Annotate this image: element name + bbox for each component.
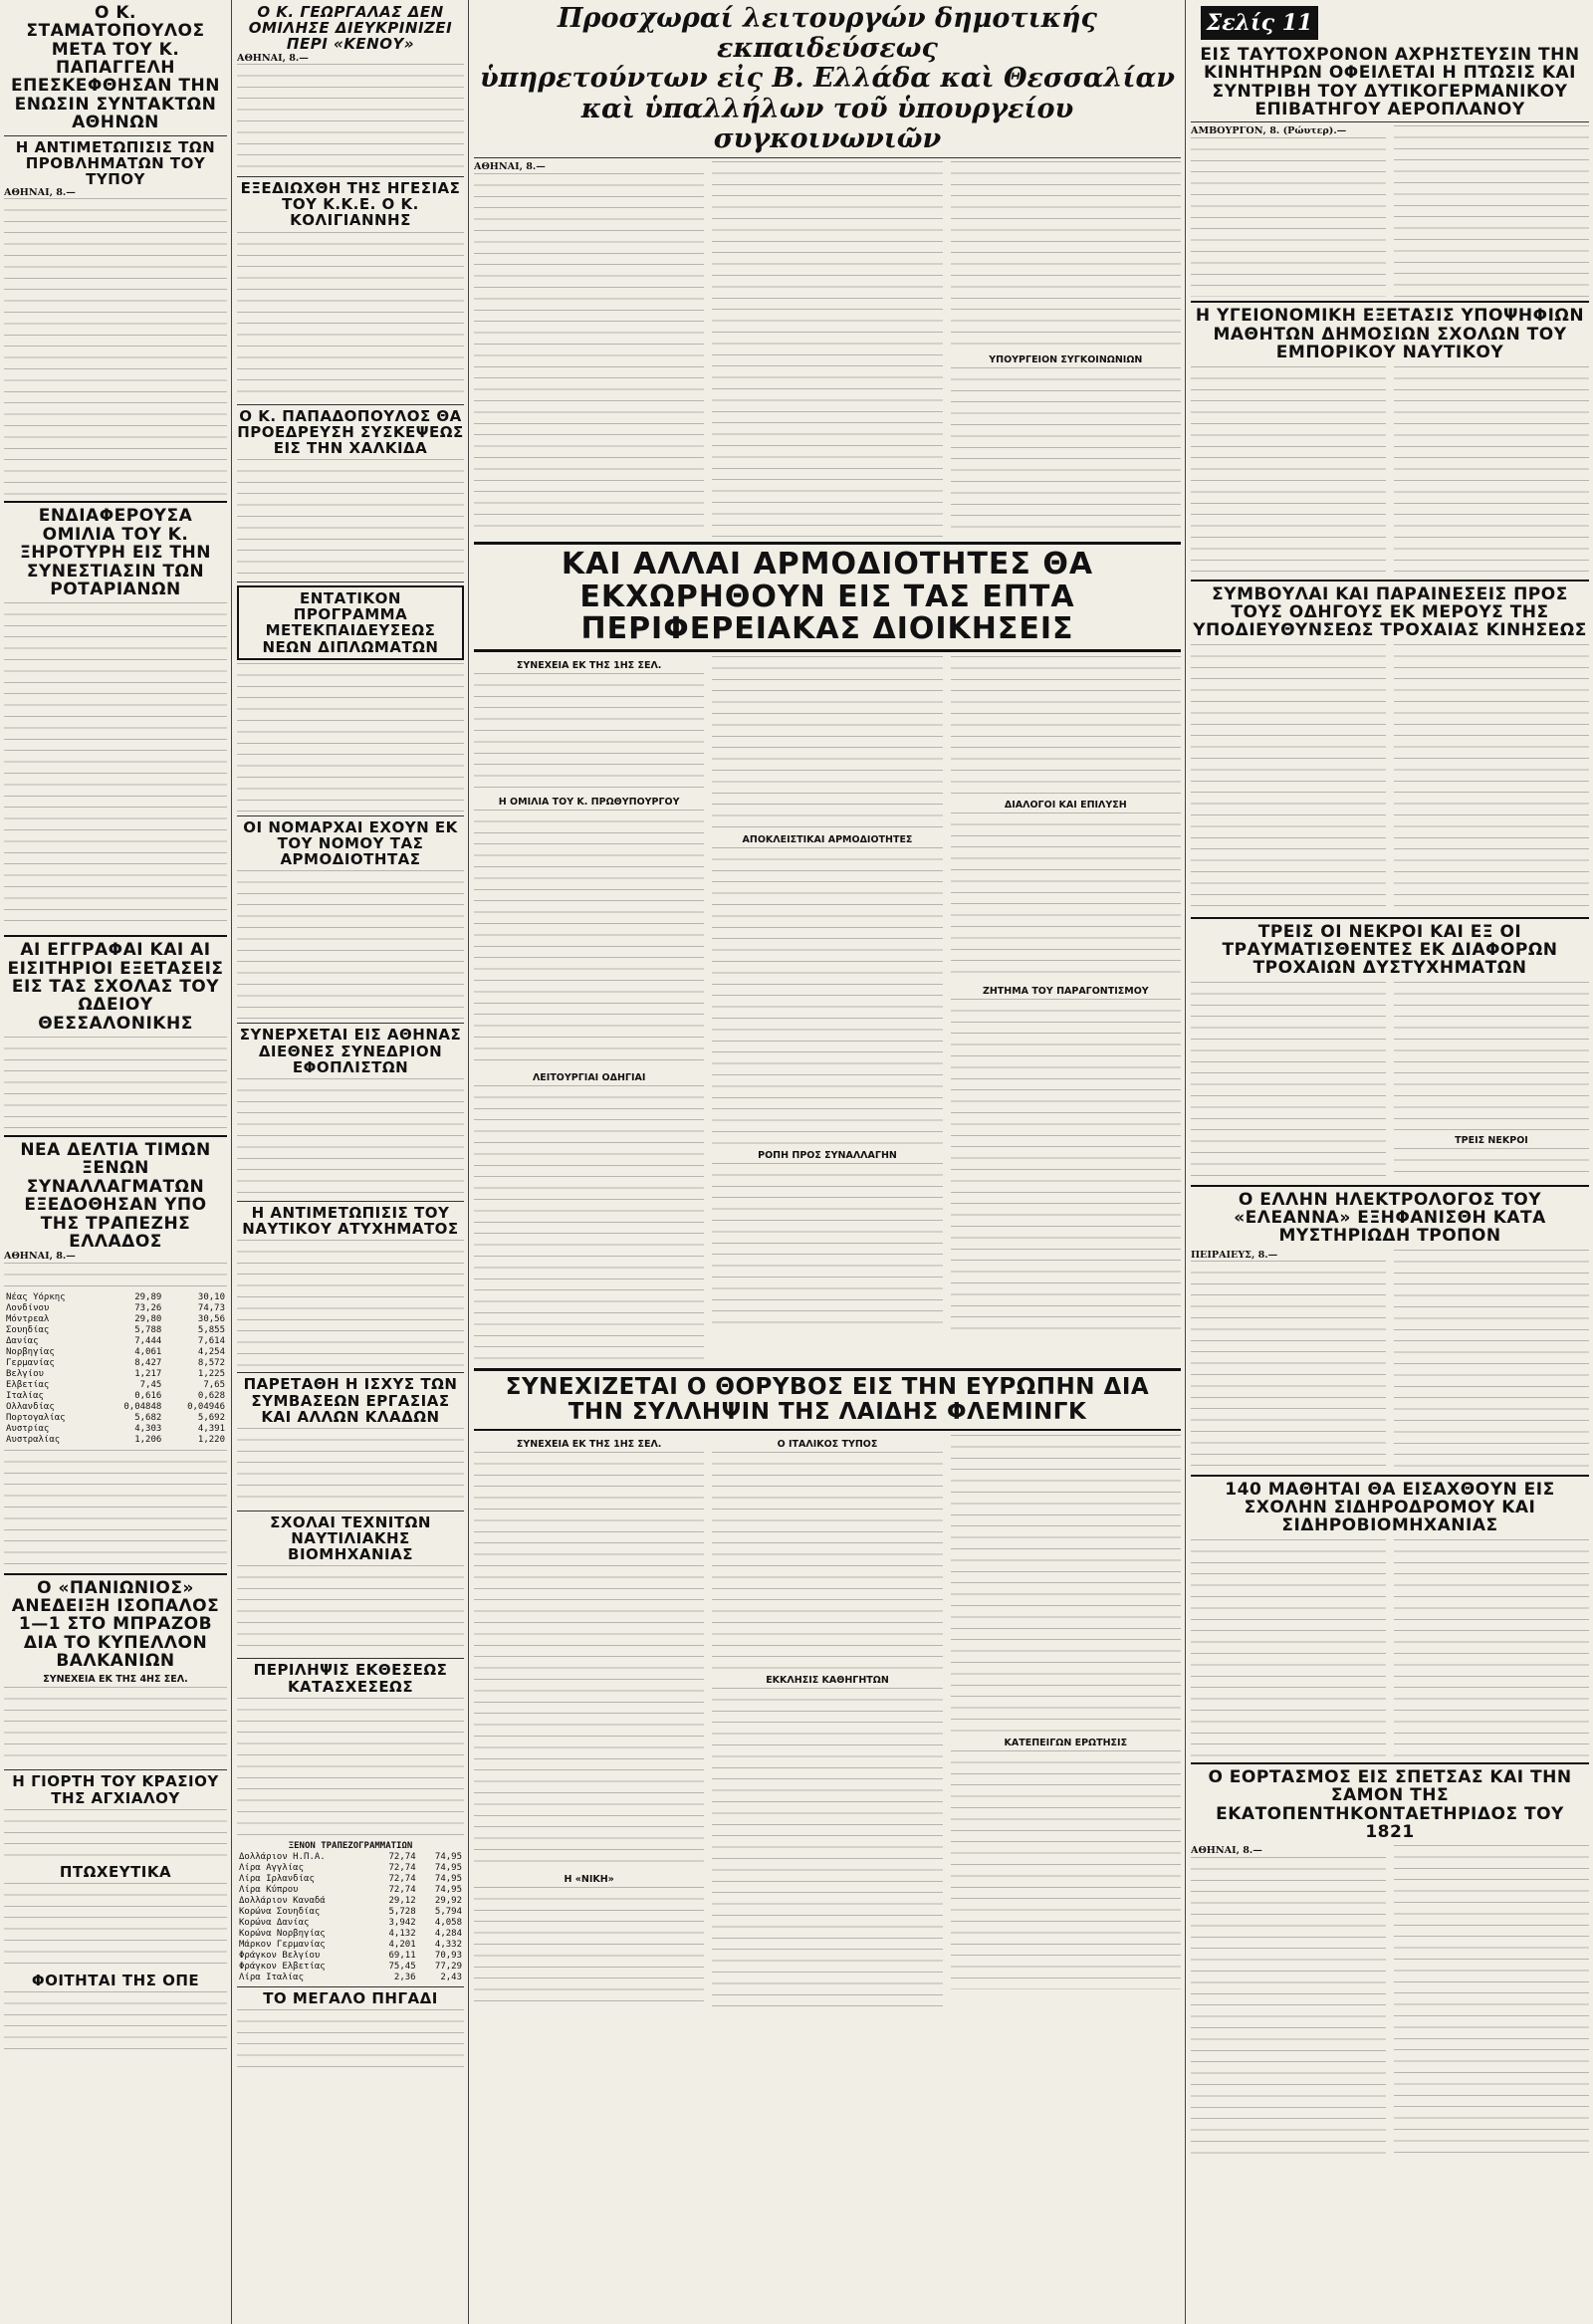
buy-rate: 5,728 [388, 1906, 416, 1917]
sell-rate: 29,92 [434, 1895, 462, 1906]
buy-rate: 72,74 [388, 1873, 416, 1884]
currency-name: Φράγκον Βελγίου [239, 1950, 321, 1961]
article-body-text [951, 656, 1181, 796]
currency-name: Αυστρίας [6, 1423, 50, 1434]
headline-labor-contracts: ΠΑΡΕΤΑΘΗ Η ΙΣΧΥΣ ΤΩΝ ΣΥΜΒΑΣΕΩΝ ΕΡΓΑΣΙΑΣ ΚΑΙ ΑΛΛΩΝ ΚΛΑΔΩΝ [243, 1375, 458, 1426]
buy-rate: 4,061 [134, 1346, 162, 1357]
currency-name: Δανίας [6, 1335, 39, 1346]
article-body-text [1394, 1539, 1589, 1758]
rate-row [237, 1951, 464, 1962]
buy-rate: 29,12 [388, 1895, 416, 1906]
sell-rate: 2,43 [440, 1972, 462, 1982]
rate-row [237, 1962, 464, 1973]
article-body-text [712, 1688, 942, 2006]
article-body-text [474, 673, 704, 793]
article-body-text [712, 1163, 942, 1332]
headline-nomarchs: ΟΙ ΝΟΜΑΡΧΑΙ ΕΧΟΥΝ ΕΚ ΤΟΥ ΝΟΜΟΥ ΤΑΣ ΑΡΜΟΔΙΟΤΗΤΑΣ [243, 817, 458, 869]
buy-rate: 29,80 [134, 1313, 162, 1324]
rate-row [237, 1918, 464, 1929]
buy-rate: 72,74 [388, 1862, 416, 1873]
currency-name: Λίρα Ιταλίας [239, 1972, 305, 1982]
column-2 [237, 4, 464, 2320]
currency-name: Ολλανδίας [6, 1401, 55, 1412]
currency-name: Αυστραλίας [6, 1434, 61, 1445]
dateline: ΑΘΗΝΑΙ, 8.— [474, 161, 546, 173]
article-body-text [951, 813, 1181, 982]
section-subhead: ΕΚΚΛΗΣΙΣ ΚΑΘΗΓΗΤΩΝ [766, 1675, 889, 1686]
rate-row [4, 1435, 227, 1446]
currency-name: Φράγκον Ελβετίας [239, 1961, 326, 1972]
section-subhead: ΛΕΙΤΟΥΡΓΙΑΙ ΟΔΗΓΙΑΙ [532, 1072, 646, 1084]
sell-rate: 5,855 [197, 1324, 225, 1335]
currency-name: Κορώνα Δανίας [239, 1917, 310, 1928]
headline-stamatopoulos: Ο Κ. ΣΤΑΜΑΤΟΠΟΥΛΟΣ ΜΕΤΑ ΤΟΥ Κ. ΠΑΠΑΓΓΕΛΗ ΕΠΕΣΚΕΦΘΗΣΑΝ ΤΗΝ ΕΝΩΣΙΝ ΣΥΝΤΑΚΤΩΝ ΑΘΗΝΩΝ [11, 4, 220, 133]
center-block [474, 4, 1181, 2320]
currency-name: Πορτογαλίας [6, 1412, 66, 1423]
rate-row [4, 1369, 227, 1380]
dateline: ΑΘΗΝΑΙ, 8.— [4, 1251, 76, 1263]
article-body-text [1394, 366, 1589, 576]
buy-rate: 4,303 [134, 1423, 162, 1434]
currency-name: Ελβετίας [6, 1379, 50, 1390]
sell-rate: 30,10 [197, 1291, 225, 1302]
rate-row [4, 1336, 227, 1347]
rate-row [4, 1325, 227, 1336]
article-body-text [4, 1263, 227, 1292]
article-body-text [237, 1698, 464, 1837]
currency-name: Σουηδίας [6, 1324, 50, 1335]
headline-lady-fleming: ΣΥΝΕΧΙΖΕΤΑΙ Ο ΘΟΡΥΒΟΣ ΕΙΣ ΤΗΝ ΕΥΡΩΠΗΝ ΔΙΑ ΤΗΝ ΣΥΛΛΗΨΙΝ ΤΗΣ ΛΑΙΔΗΣ ΦΛΕΜΙΝΓΚ [505, 1374, 1150, 1426]
sell-rate: 74,95 [434, 1873, 462, 1884]
sell-rate: 74,95 [434, 1884, 462, 1895]
exchange-rates-table [4, 1292, 227, 1446]
headline-papadopoulos-chalkida: Ο Κ. ΠΑΠΑΔΟΠΟΥΛΟΣ ΘΑ ΠΡΟΕΔΡΕΥΣΗ ΣΥΣΚΕΨΕΩΣ ΕΙΣ ΤΗΝ ΧΑΛΚΙΔΑ [237, 406, 464, 457]
article-body-text [237, 663, 464, 813]
article-body-text [4, 198, 227, 497]
currency-name: Δολλάριον Καναδά [239, 1895, 326, 1906]
sell-rate: 70,93 [434, 1950, 462, 1961]
sell-rate: 7,614 [197, 1335, 225, 1346]
article-body-text [1394, 982, 1589, 1131]
dateline: ΑΜΒΟΥΡΓΟΝ, 8. (Ρώυτερ).— [1191, 125, 1347, 137]
headline-shipowners-congress: ΣΥΝΕΡΧΕΤΑΙ ΕΙΣ ΑΘΗΝΑΣ ΔΙΕΘΝΕΣ ΣΥΝΕΔΡΙΟΝ ΕΦΟΠΛΙΣΤΩΝ [239, 1026, 462, 1076]
section-subhead: ΔΙΑΛΟΓΟΙ ΚΑΙ ΕΠΙΛΥΣΗ [1004, 800, 1127, 812]
rates-table-heading: ΞΕΝΟΝ ΤΡΑΠΕΖΟΓΡΑΜΜΑΤΙΩΝ [288, 1840, 413, 1851]
dateline: ΑΘΗΝΑΙ, 8.— [4, 187, 76, 199]
currency-name: Μάρκον Γερμανίας [239, 1939, 326, 1950]
headline-shipbuilding-schools: ΣΧΟΛΑΙ ΤΕΧΝΙΤΩΝ ΝΑΥΤΙΛΙΑΚΗΣ ΒΙΟΜΗΧΑΝΙΑΣ [270, 1512, 431, 1564]
article-body-text [474, 1452, 704, 1870]
buy-rate: 69,11 [388, 1950, 416, 1961]
currency-name: Μόντρεαλ [6, 1313, 50, 1324]
headline-spetses-samos-1821: Ο ΕΟΡΤΑΣΜΟΣ ΕΙΣ ΣΠΕΤΣΑΣ ΚΑΙ ΤΗΝ ΣΑΜΟΝ ΤΗΣ ΕΚΑΤΟΠΕΝΤΗΚΟΝΤΑΕΤΗΡΙΔΟΣ ΤΟΥ 1821 [1208, 1766, 1572, 1842]
article-body-text [1394, 1148, 1589, 1178]
page-number-masthead: Σελίς 11 [1201, 6, 1318, 40]
article-body-text [1394, 1250, 1589, 1471]
article-body-text [237, 232, 464, 401]
headline-koligiannis: ΕΞΕΔΙΩΧΘΗ ΤΗΣ ΗΓΕΣΙΑΣ ΤΟΥ Κ.Κ.Ε. Ο Κ. ΚΟΛΙΓΙΑΝΝΗΣ [240, 178, 461, 230]
currency-name: Δολλάριον Η.Π.Α. [239, 1851, 326, 1862]
headline-exchange-rates: ΝΕΑ ΔΕΛΤΙΑ ΤΙΜΩΝ ΞΕΝΩΝ ΣΥΝΑΛΛΑΓΜΑΤΩΝ ΕΞΕΔΟΘΗΣΑΝ ΥΠΟ ΤΗΣ ΤΡΑΠΕΖΗΣ ΕΛΛΑΔΟΣ [20, 1140, 211, 1252]
article-body-text [1191, 1539, 1386, 1758]
currency-name: Λονδίνου [6, 1302, 50, 1313]
currency-name: Γερμανίας [6, 1357, 55, 1368]
headline-teacher-transfers-line1: Προσχωραί λειτουργών δημοτικής εκπαιδεύσεως [558, 4, 1097, 65]
headline-traffic-advice: ΣΥΜΒΟΥΛΑΙ ΚΑΙ ΠΑΡΑΙΝΕΣΕΙΣ ΠΡΟΣ ΤΟΥΣ ΟΔΗΓΟΥΣ ΕΚ ΜΕΡΟΥΣ ΤΗΣ ΥΠΟΔΙΕΥΘΥΝΣΕΩΣ ΤΡΟΧΑΙΑΣ ΚΙΝΗΣΕΩΣ [1193, 583, 1587, 641]
rate-row [4, 1314, 227, 1325]
article-body-text [1191, 1261, 1386, 1470]
sell-rate: 0,628 [197, 1390, 225, 1401]
article-body-text [237, 870, 464, 1020]
article-body-text [4, 1687, 227, 1766]
article-body-text [712, 161, 942, 538]
currency-name: Ιταλίας [6, 1390, 44, 1401]
article-body-text [1394, 125, 1589, 297]
sell-rate: 5,692 [197, 1412, 225, 1423]
buy-rate: 7,444 [134, 1335, 162, 1346]
subheadline-press-problems: Η ΑΝΤΙΜΕΤΩΠΙΣΙΣ ΤΩΝ ΠΡΟΒΛΗΜΑΤΩΝ ΤΟΥ ΤΥΠΟΥ [15, 137, 216, 188]
buy-rate: 8,427 [134, 1357, 162, 1368]
buy-rate: 1,217 [134, 1368, 162, 1379]
sell-rate: 5,794 [434, 1906, 462, 1917]
article-body-text [4, 1809, 227, 1864]
dateline: ΑΘΗΝΑΙ, 8.— [1191, 1845, 1262, 1857]
right-block [1191, 46, 1589, 2320]
buy-rate: 29,89 [134, 1291, 162, 1302]
rate-row [4, 1402, 227, 1413]
currency-name: Νέας Υόρκης [6, 1291, 66, 1302]
sell-rate: 1,225 [197, 1368, 225, 1379]
rate-row [237, 1907, 464, 1918]
headline-georgalas: Ο Κ. ΓΕΩΡΓΑΛΑΣ ΔΕΝ ΟΜΙΛΗΣΕ ΔΙΕΥΚΡΙΝΙΖΕΙ ΠΕΡΙ «ΚΕΝΟΥ» [248, 4, 453, 54]
article-body-text [237, 1240, 464, 1369]
sell-rate: 77,29 [434, 1961, 462, 1972]
sell-rate: 74,95 [434, 1862, 462, 1873]
continuation-note: ΣΥΝΕΧΕΙΑ ΕΚ ΤΗΣ 1ΗΣ ΣΕΛ. [516, 660, 662, 672]
headline-german-plane-crash: ΕΙΣ ΤΑΥΤΟΧΡΟΝΟΝ ΑΧΡΗΣΤΕΥΣΙΝ ΤΗΝ ΚΙΝΗΤΗΡΩΝ ΟΦΕΙΛΕΤΑΙ Η ΠΤΩΣΙΣ ΚΑΙ ΣΥΝΤΡΙΒΗ ΤΟΥ ΔΥΤΙΚΟΓΕΡΜΑΝΙΚΟΥ ΕΠΙΒΑΤΗΓΟΥ ΑΕΡΟΠΛΑΝΟΥ [1200, 46, 1580, 120]
section-subhead: ΤΡΕΙΣ ΝΕΚΡΟΙ [1455, 1134, 1528, 1146]
headline-electrician-disappeared: Ο ΕΛΛΗΝ ΗΛΕΚΤΡΟΛΟΓΟΣ ΤΟΥ «ΕΛΕΑΝΝΑ» ΕΞΗΦΑΝΙΣΘΗ ΚΑΤΑ ΜΥΣΤΗΡΙΩΔΗ ΤΡΟΠΟΝ [1234, 1189, 1546, 1247]
headline-rotary-speech: ΕΝΔΙΑΦΕΡΟΥΣΑ ΟΜΙΛΙΑ ΤΟΥ Κ. ΞΗΡΟΤΥΡΗ ΕΙΣ ΤΗΝ ΣΥΝΕΣΤΙΑΣΙΝ ΤΩΝ ΡΟΤΑΡΙΑΝΩΝ [20, 506, 211, 599]
article-body-text [237, 2009, 464, 2069]
article-body-text [4, 1883, 227, 1973]
buy-rate: 0,04848 [123, 1401, 162, 1412]
article-body-text [237, 64, 464, 173]
continuation-note: ΣΥΝΕΧΕΙΑ ΕΚ ΤΗΣ 4ΗΣ ΣΕΛ. [43, 1674, 188, 1686]
rate-row [237, 1940, 464, 1951]
section-subhead: ΥΠΟΥΡΓΕΙΟΝ ΣΥΓΚΟΙΝΩΝΙΩΝ [989, 354, 1143, 366]
headline-traffic-accidents: ΤΡΕΙΣ ΟΙ ΝΕΚΡΟΙ ΚΑΙ ΕΞ ΟΙ ΤΡΑΥΜΑΤΙΣΘΕΝΤΕΣ ΕΚ ΔΙΑΦΟΡΩΝ ΤΡΟΧΑΙΩΝ ΔΥΣΤΥΧΗΜΑΤΩΝ [1222, 921, 1558, 979]
rate-row [237, 1852, 464, 1863]
rate-row [4, 1391, 227, 1402]
banner-headline-regional-administrations: ΚΑΙ ΑΛΛΑΙ ΑΡΜΟΔΙΟΤΗΤΕΣ ΘΑ ΕΚΧΩΡΗΘΟΥΝ ΕΙΣ ΤΑΣ ΕΠΤΑ ΠΕΡΙΦΕΡΕΙΑΚΑΣ ΔΙΟΙΚΗΣΕΙΣ [561, 547, 1094, 646]
article-body-text [237, 459, 464, 579]
buy-rate: 72,74 [388, 1851, 416, 1862]
article-body-text [237, 1428, 464, 1508]
currency-name: Κορώνα Σουηδίας [239, 1906, 321, 1917]
article-body-text [951, 1750, 1181, 1989]
section-subhead: ΡΟΠΗ ΠΡΟΣ ΣΥΝΑΛΛΑΓΗΝ [758, 1150, 897, 1162]
article-body-text [4, 602, 227, 931]
sell-rate: 7,65 [203, 1379, 225, 1390]
headline-railway-school: 140 ΜΑΘΗΤΑΙ ΘΑ ΕΙΣΑΧΘΟΥΝ ΕΙΣ ΣΧΟΛΗΝ ΣΙΔΗΡΟΔΡΟΜΟΥ ΚΑΙ ΣΙΔΗΡΟΒΙΟΜΗΧΑΝΙΑΣ [1225, 1479, 1555, 1536]
currency-name: Νορβηγίας [6, 1346, 55, 1357]
sell-rate: 4,332 [434, 1939, 462, 1950]
sell-rate: 74,95 [434, 1851, 462, 1862]
sell-rate: 4,058 [434, 1917, 462, 1928]
rate-row [4, 1413, 227, 1424]
article-body-text [474, 1887, 704, 2006]
section-subhead: ΖΗΤΗΜΑ ΤΟΥ ΠΑΡΑΓΟΝΤΙΣΜΟΥ [982, 986, 1149, 998]
headline-teacher-transfers-line2: ὑπηρετούντων εἰς Β. Ελλάδα καὶ Θεσσαλίαν [479, 63, 1175, 95]
article-body-text [712, 847, 942, 1146]
section-subhead: ΚΑΤΕΠΕΙΓΩΝ ΕΡΩΤΗΣΙΣ [1004, 1738, 1128, 1748]
rate-row [4, 1380, 227, 1391]
section-subhead: Ο ΙΤΑΛΙΚΟΣ ΤΥΠΟΣ [777, 1439, 878, 1450]
sell-rate: 74,73 [197, 1302, 225, 1313]
article-body-text [1191, 982, 1386, 1181]
headline-diploma-program: ΕΝΤΑΤΙΚΟΝ ΠΡΟΓΡΑΜΜΑ ΜΕΤΕΚΠΑΙΔΕΥΣΕΩΣ ΝΕΩΝ ΔΙΠΛΩΜΑΤΩΝ [237, 585, 464, 660]
rate-row [237, 1973, 464, 1983]
article-body-text [951, 161, 1181, 350]
buy-rate: 1,206 [134, 1434, 162, 1445]
section-subhead: Η «ΝΙΚΗ» [564, 1874, 614, 1885]
sell-rate: 0,04946 [187, 1401, 225, 1412]
rate-row [4, 1292, 227, 1303]
currency-name: Λίρα Αγγλίας [239, 1862, 305, 1873]
column-rule [468, 0, 469, 2324]
headline-big-well: ΤΟ ΜΕΓΑΛΟ ΠΗΓΑΔΙ [263, 1988, 438, 2007]
sell-rate: 4,254 [197, 1346, 225, 1357]
buy-rate: 0,616 [134, 1390, 162, 1401]
sell-rate: 8,572 [197, 1357, 225, 1368]
dateline: ΑΘΗΝΑΙ, 8.— [237, 52, 309, 64]
buy-rate: 72,74 [388, 1884, 416, 1895]
sell-rate: 30,56 [197, 1313, 225, 1324]
buy-rate: 4,132 [388, 1928, 416, 1939]
buy-rate: 4,201 [388, 1939, 416, 1950]
article-body-text [237, 1565, 464, 1655]
headline-teacher-transfers-line3: καὶ ὑπαλλήλων τοῦ ὑπουργείου συγκοινωνιῶν [580, 93, 1074, 154]
article-body-text [951, 999, 1181, 1337]
article-body-text [4, 1991, 227, 2051]
dateline: ΠΕΙΡΑΙΕΥΣ, 8.— [1191, 1249, 1278, 1261]
currency-name: Κορώνα Νορβηγίας [239, 1928, 326, 1939]
buy-rate: 2,36 [393, 1972, 416, 1982]
rate-row [237, 1874, 464, 1885]
article-body-text [237, 1078, 464, 1198]
article-body-text [474, 1085, 704, 1364]
article-body-text [951, 1435, 1181, 1734]
headline-wine-festival: Η ΓΙΟΡΤΗ ΤΟΥ ΚΡΑΣΙΟΥ ΤΗΣ ΑΓΧΙΑΛΟΥ [12, 1772, 219, 1807]
headline-seizure-report: ΠΕΡΙΛΗΨΙΣ ΕΚΘΕΣΕΩΣ ΚΑΤΑΣΧΕΣΕΩΣ [253, 1661, 448, 1696]
rate-row [4, 1358, 227, 1369]
column-rule [231, 0, 232, 2324]
article-body-text [1191, 644, 1386, 913]
currency-name: Λίρα Κύπρου [239, 1884, 299, 1895]
rate-row [237, 1863, 464, 1874]
article-body-text [474, 173, 704, 537]
rate-row [237, 1885, 464, 1896]
currency-name: Λίρα Ιρλανδίας [239, 1873, 315, 1884]
buy-rate: 5,682 [134, 1412, 162, 1423]
column-rule [1185, 0, 1186, 2324]
article-body-text [4, 1450, 227, 1569]
headline-naval-accident: Η ΑΝΤΙΜΕΤΩΠΙΣΙΣ ΤΟΥ ΝΑΥΤΙΚΟΥ ΑΤΥΧΗΜΑΤΟΣ [242, 1203, 459, 1239]
article-body-text [712, 656, 942, 830]
article-body-text [1191, 366, 1386, 576]
section-subhead: ΑΠΟΚΛΕΙΣΤΙΚΑΙ ΑΡΜΟΔΙΟΤΗΤΕΣ [742, 834, 913, 846]
article-body-text [1191, 1857, 1386, 2156]
buy-rate: 5,788 [134, 1324, 162, 1335]
article-body-text [951, 367, 1181, 537]
buy-rate: 7,45 [139, 1379, 162, 1390]
column-1 [4, 4, 227, 2320]
exchange-rates-table-2 [237, 1841, 464, 1983]
sell-rate: 1,220 [197, 1434, 225, 1445]
headline-students-ope: ΦΟΙΤΗΤΑΙ ΤΗΣ ΟΠΕ [31, 1972, 200, 1989]
rate-row [4, 1347, 227, 1358]
headline-panionios: Ο «ΠΑΝΙΩΝΙΟΣ» ΑΝΕΔΕΙΞΗ ΙΣΟΠΑΛΟΣ 1—1 ΣΤΟ ΜΠΡΑΖΟΒ ΔΙΑ ΤΟ ΚΥΠΕΛΛΟΝ ΒΑΛΚΑΝΙΩΝ [11, 1577, 220, 1672]
rate-row [237, 1896, 464, 1907]
currency-name: Βελγίου [6, 1368, 44, 1379]
rate-row [237, 1929, 464, 1940]
article-body-text [712, 1452, 942, 1671]
article-body-text [474, 810, 704, 1068]
rate-row [4, 1424, 227, 1435]
continuation-note: ΣΥΝΕΧΕΙΑ ΕΚ ΤΗΣ 1ΗΣ ΣΕΛ. [516, 1439, 662, 1450]
buy-rate: 75,45 [388, 1961, 416, 1972]
buy-rate: 3,942 [388, 1917, 416, 1928]
article-body-text [1191, 137, 1386, 297]
sell-rate: 4,391 [197, 1423, 225, 1434]
rate-row [4, 1303, 227, 1314]
sell-rate: 4,284 [434, 1928, 462, 1939]
section-subhead: Η ΟΜΙΛΙΑ ΤΟΥ Κ. ΠΡΩΘΥΠΟΥΡΓΟΥ [498, 797, 680, 809]
headline-bankruptcies: ΠΤΩΧΕΥΤΙΚΑ [59, 1862, 172, 1881]
article-body-text [1394, 644, 1589, 913]
headline-conservatory-exams: ΑΙ ΕΓΓΡΑΦΑΙ ΚΑΙ ΑΙ ΕΙΣΙΤΗΡΙΟΙ ΕΞΕΤΑΣΕΙΣ ΕΙΣ ΤΑΣ ΣΧΟΛΑΣ ΤΟΥ ΩΔΕΙΟΥ ΘΕΣΣΑΛΟΝΙΚΗΣ [7, 940, 224, 1034]
buy-rate: 73,26 [134, 1302, 162, 1313]
headline-naval-school-medicals: Η ΥΓΕΙΟΝΟΜΙΚΗ ΕΞΕΤΑΣΙΣ ΥΠΟΨΗΦΙΩΝ ΜΑΘΗΤΩΝ ΔΗΜΟΣΙΩΝ ΣΧΟΛΩΝ ΤΟΥ ΕΜΠΟΡΙΚΟΥ ΝΑΥΤΙΚΟΥ [1195, 306, 1585, 363]
article-body-text [1394, 1845, 1589, 2156]
article-body-text [4, 1037, 227, 1131]
